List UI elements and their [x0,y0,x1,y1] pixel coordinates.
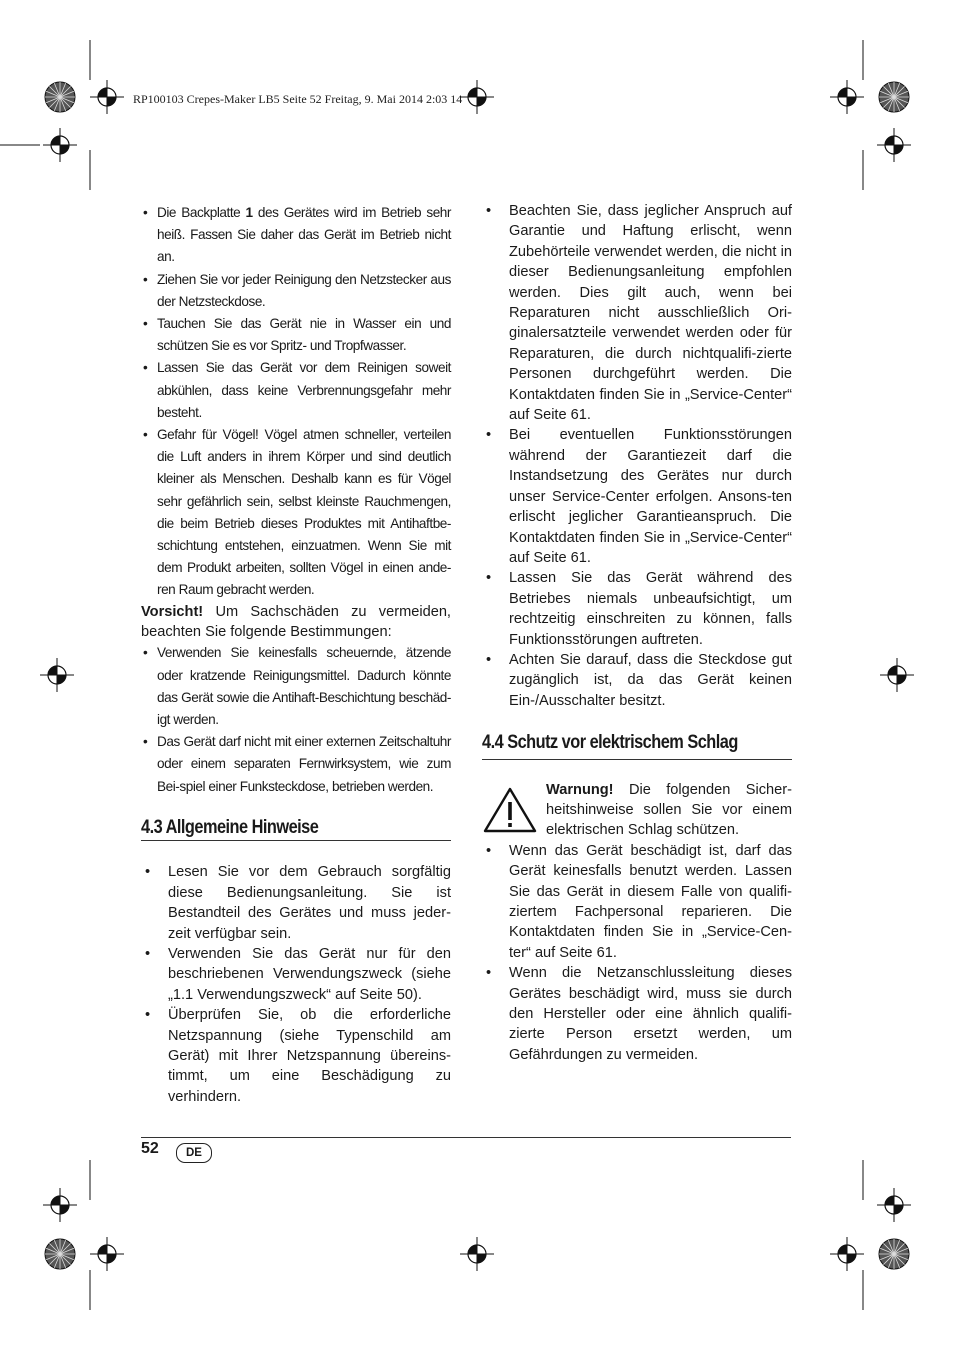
heading-rule [482,759,792,760]
list-item: • Das Gerät darf nicht mit einer externen Zeitschaltuhr oder einem separaten Fernwirksystem, wie zum Bei-spiel einer Funksteckdose, betrieben werden. [141,731,451,798]
list-item: • Tauchen Sie das Gerät nie in Wasser ein und schützen Sie es vor Spritz- und Tropfwasser. [141,313,451,357]
warning-label: Warnung! [546,781,614,798]
section-heading-4-3: 4.3 Allgemeine Hinweise [141,816,319,838]
print-header: RP100103 Crepes-Maker LB5 Seite 52 Freitag, 9. Mai 2014 2:03 14 [133,92,463,106]
list-item: • Ziehen Sie vor jeder Reinigung den Netzstecker aus der Netzsteckdose. [141,269,451,313]
list-item: • Bei eventuellen Funktionsstörungen während der Garantiezeit darf die Instandsetzung des Gerätes nur durch unser Service-Center erfolgen. Ansons-ten erlischt jeglicher Garantieanspruch. Die Kontaktdaten finden Sie in „Service-Center“ auf Seite 61. [482,425,792,568]
left-column [141,202,451,1107]
list-item: • Lassen Sie das Gerät vor dem Reinigen soweit abkühlen, dass keine Verbrennungsgefahr mehr besteht. [141,357,451,424]
section-heading-4-4: 4.4 Schutz vor elektrischem Schlag [482,732,738,754]
warranty-bullets-list [482,201,792,711]
list-item: • Verwenden Sie das Gerät nur für den beschriebenen Verwendungszweck (siehe „1.1 Verwendungszweck“ auf Seite 50). [141,944,451,1005]
safety-bullets-list [141,202,451,602]
list-item: • Überprüfen Sie, ob die erforderliche Netzspannung (siehe Typenschild am Gerät) mit Ihrer Netzspannung übereins-timmt, um eine Beschädigung zu verhindern. [141,1005,451,1107]
list-item: • Verwenden Sie keinesfalls scheuernde, ätzende oder kratzende Reinigungsmittel. Dadurch könnte das Gerät sowie die Antihaft-Beschichtung beschäd-igt werden. [141,642,451,731]
electric-shock-list [482,841,792,1065]
list-item: • Die Backplatte 1 des Gerätes wird im Betrieb sehr heiß. Fassen Sie daher das Gerät im Betrieb nicht an. [141,202,451,269]
warning-box: Warnung! Die folgenden Sicher-heitshinweise sollen Sie vor einem elektrischen Schlag schützen. [482,780,792,841]
list-item: • Beachten Sie, dass jeglicher Anspruch auf Garantie und Haftung erlischt, wenn Zubehörteile verwendet werden, die nicht in dieser Bedienungsanleitung empfohlen werden. Dies gilt auch, wenn bei Reparaturen nicht ausschließlich Ori-ginalersatzteile verwendet werden oder für Reparaturen, die durch nichtqualifi-zierte Personen durchgeführt werden. Die Kontaktdaten finden Sie in „Service-Center“ auf Seite 61. [482,201,792,425]
heading-rule [141,840,451,841]
list-item: • Achten Sie darauf, dass die Steckdose gut zugänglich ist, da das Gerät keinen Ein-/Ausschalter besitzt. [482,650,792,711]
footer-rule [141,1137,791,1138]
caution-bullets-list [141,642,451,797]
warning-triangle-icon [482,786,538,834]
language-badge: DE [176,1143,212,1163]
caution-label: Vorsicht! [141,603,204,620]
list-item: • Lesen Sie vor dem Gebrauch sorgfältig diese Bedienungsanleitung. Sie ist Bestandteil des Gerätes und muss jeder-zeit verfügbar sein. [141,862,451,944]
page-number: 52 [141,1140,159,1157]
right-column [482,201,792,1065]
caution-paragraph: Vorsicht! Um Sachschäden zu vermeiden, beachten Sie folgende Bestimmungen: [141,603,451,641]
list-item: • Wenn das Gerät beschädigt ist, darf das Gerät keinesfalls benutzt werden. Lassen Sie das Gerät in diesem Falle von qualifi-ziertem Fachpersonal reparieren. Die Kontaktdaten finden Sie in „Service-Cen-ter“ auf Seite 61. [482,841,792,963]
list-item: • Lassen Sie das Gerät während des Betriebes niemals unbeaufsichtigt, um rechtzeitig einschreiten zu können, falls Funktionsstörungen auftreten. [482,568,792,650]
general-notes-list [141,862,451,1107]
list-item: • Gefahr für Vögel! Vögel atmen schneller, verteilen die Luft anders in ihrem Körper und sind deutlich kleiner als Menschen. Deshalb kann es für Vögel sehr gefährlich sein, selbst kleinste Rauchmengen, die beim Betrieb dieses Produktes mit Antihaftbe-schichtung entstehen, einzuatmen. Wenn Sie mit dem Produkt arbeiten, sollten Vögel in einen ande-ren Raum gebracht werden. [141,424,451,602]
list-item: • Wenn die Netzanschlussleitung dieses Gerätes beschädigt wird, muss sie durch den Hersteller oder eine ähnlich qualifi-zierte Person ersetzt werden, um Gefährdungen zu vermeiden. [482,963,792,1065]
